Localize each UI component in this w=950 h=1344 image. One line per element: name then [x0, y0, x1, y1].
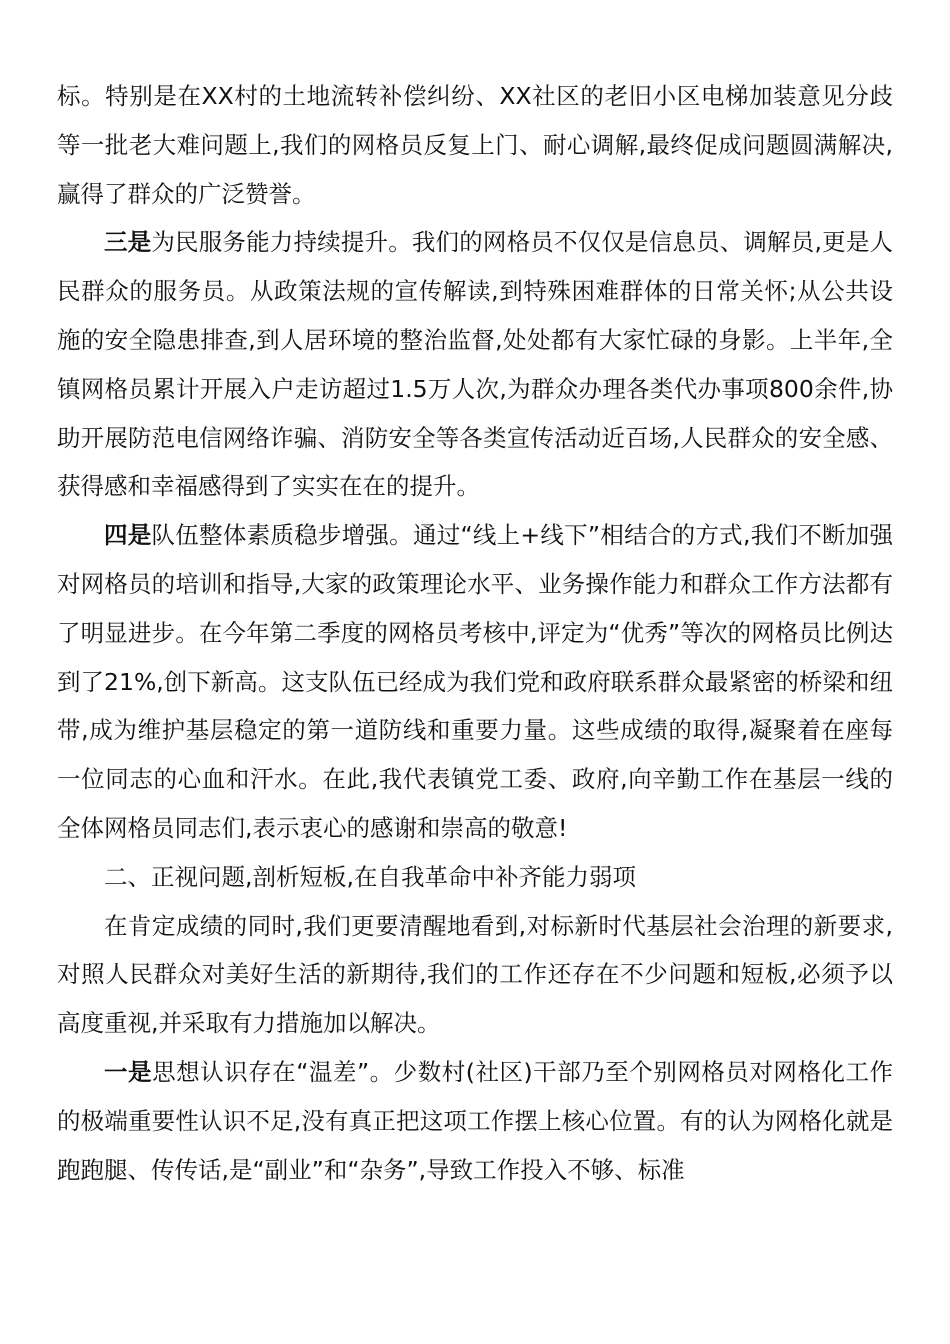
section-heading	[57, 853, 893, 902]
section-heading-text: 二、正视问题,剖析短板,在自我革命中补齐能力弱项	[104, 862, 636, 891]
paragraph-text: 标。特别是在XX村的土地流转补偿纠纷、XX社区的老旧小区电梯加装意见分歧等一批老大难问题上,我们的网格员反复上门、耐心调解,最终促成问题圆满解决,赢得了群众的广泛赞誉。	[57, 82, 893, 208]
paragraph-point-one	[57, 1048, 893, 1194]
paragraph-text: 队伍整体素质稳步增强。通过“线上+线下”相结合的方式,我们不断加强对网格员的培训和指导,大家的政策理论水平、业务操作能力和群众工作方法都有了明显进步。在今年第二季度的网格员考核中,评定为“优秀”等次的网格员比例达到了21%,创下新高。这支队伍已经成为我们党和政府联系群众最紧密的桥梁和纽带,成为维护基层稳定的第一道防线和重要力量。这些成绩的取得,凝聚着在座每一位同志的心血和汗水。在此,我代表镇党工委、政府,向辛勤工作在基层一线的全体网格员同志们,表示衷心的感谢和崇高的敬意!	[57, 521, 893, 842]
paragraph-lead: 三是	[104, 228, 152, 257]
paragraph-text: 为民服务能力持续提升。我们的网格员不仅仅是信息员、调解员,更是人民群众的服务员。从政策法规的宣传解读,到特殊困难群体的日常关怀;从公共设施的安全隐患排查,到人居环境的整治监督,处处都有大家忙碌的身影。上半年,全镇网格员累计开展入户走访超过1.5万人次,为群众办理各类代办事项800余件,协助开展防范电信网络诈骗、消防安全等各类宣传活动近百场,人民群众的安全感、获得感和幸福感得到了实实在在的提升。	[57, 228, 893, 501]
paragraph-point-four	[57, 511, 893, 853]
document-body	[57, 72, 893, 1194]
paragraph-lead: 四是	[104, 521, 152, 550]
paragraph-text: 思想认识存在“温差”。少数村(社区)干部乃至个别网格员对网格化工作的极端重要性认识不足,没有真正把这项工作摆上核心位置。有的认为网格化就是跑跑腿、传传话,是“副业”和“杂务”,导致工作投入不够、标准	[57, 1057, 894, 1184]
paragraph-text: 在肯定成绩的同时,我们更要清醒地看到,对标新时代基层社会治理的新要求,对照人民群众对美好生活的新期待,我们的工作还存在不少问题和短板,必须予以高度重视,并采取有力措施加以解决。	[57, 911, 893, 1038]
paragraph-intro	[57, 902, 893, 1048]
paragraph-point-three	[57, 218, 893, 511]
paragraph-lead: 一是	[104, 1057, 153, 1086]
paragraph-continuation	[57, 72, 893, 218]
